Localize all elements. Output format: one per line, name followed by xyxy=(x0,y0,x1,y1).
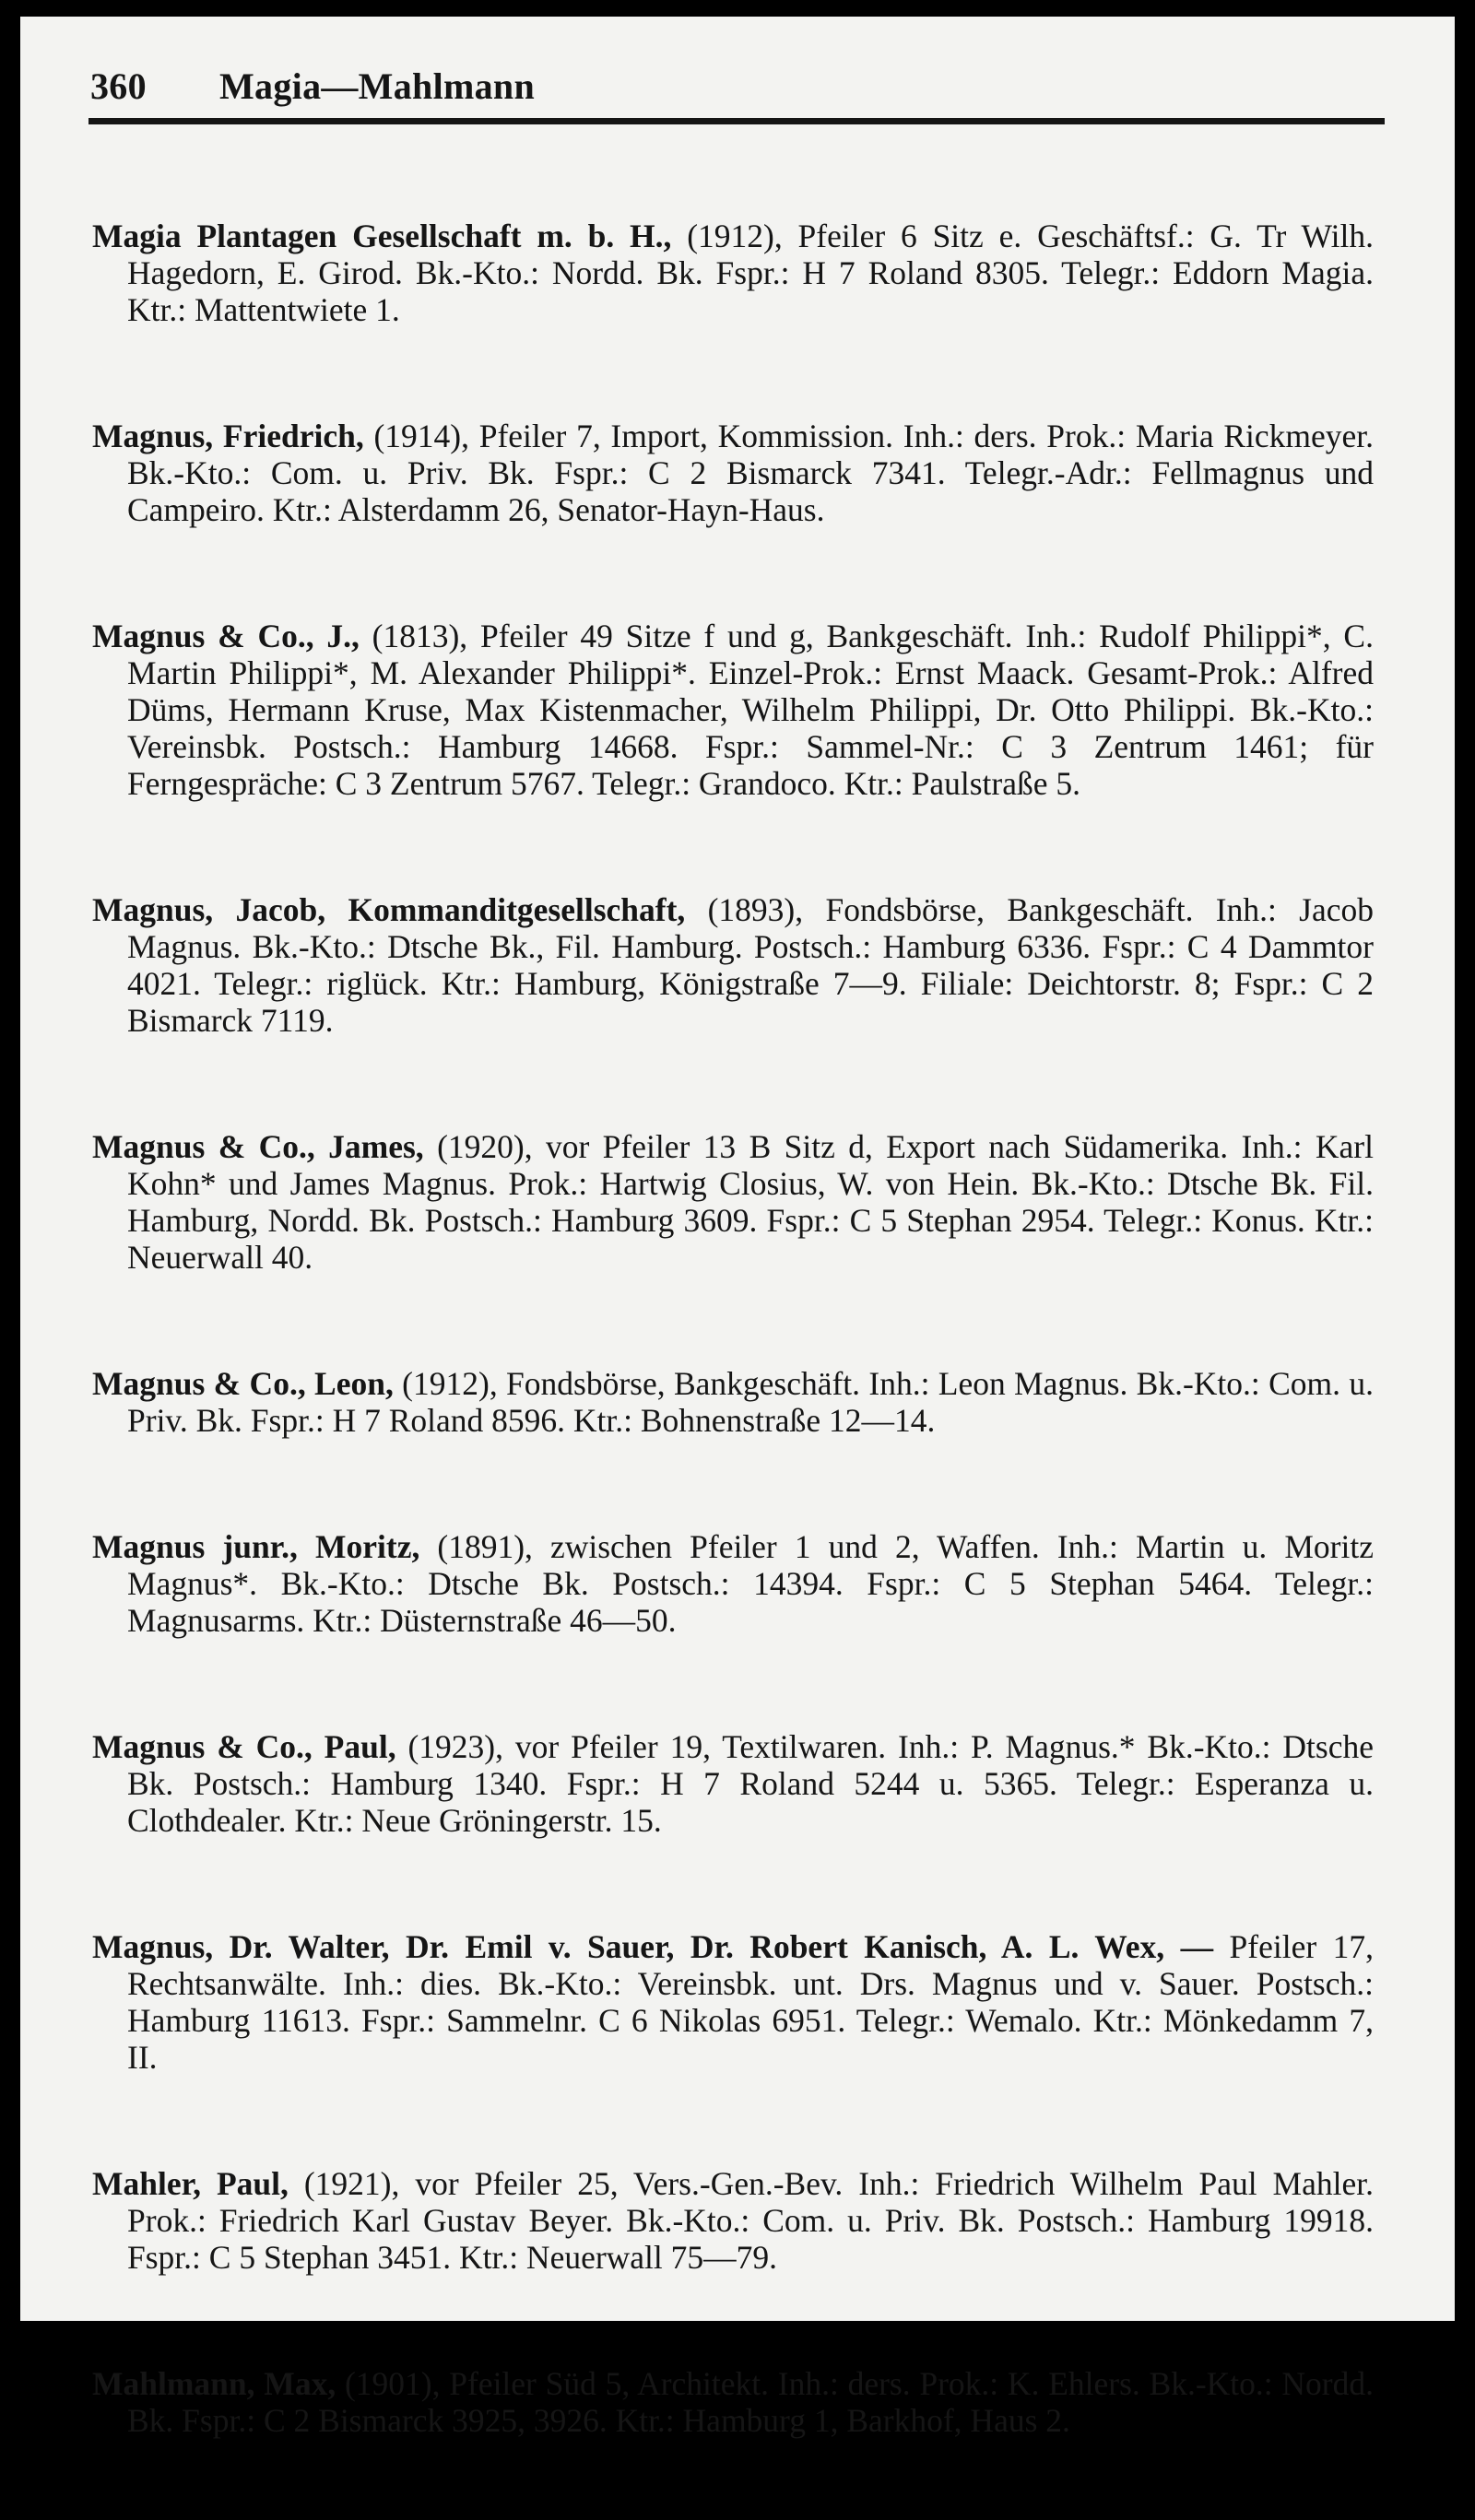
entry-details: (1914), Pfeiler 7, Import, Kommission. Inh.: ders. Prok.: Maria Rickmeyer. Bk.-Kto.: Com. u. Priv. Bk. Fspr.: C 2 Bismarck 7341. Telegr.-Adr.: Fellmagnus und Campeiro. Ktr.: Alsterdamm 26, Senator-Hayn-Haus. xyxy=(127,417,1374,528)
entry-list xyxy=(92,184,1374,2520)
entry-details: (1912), Pfeiler 6 Sitz e. Geschäftsf.: G. Tr Wilh. Hagedorn, E. Girod. Bk.-Kto.: Nordd. Bk. Fspr.: H 7 Roland 8305. Telegr.: Eddorn Magia. Ktr.: Mattentwiete 1. xyxy=(127,217,1374,328)
entry-name: Magnus & Co., J., xyxy=(92,617,360,654)
entry-name: Magnus & Co., Leon, xyxy=(92,1364,394,1402)
page-number: 360 xyxy=(90,65,147,107)
entry-details: (1912), Fondsbörse, Bankgeschäft. Inh.: Leon Magnus. Bk.-Kto.: Com. u. Priv. Bk. Fspr.: H 7 Roland 8596. Ktr.: Bohnenstraße 12—14. xyxy=(127,1364,1374,1439)
entry-name: Magnus, Dr. Walter, Dr. Emil v. Sauer, Dr. Robert Kanisch, A. L. Wex, — xyxy=(92,1927,1214,1965)
entry-name: Mahlmann, Max, xyxy=(92,2364,336,2402)
entry-details: (1813), Pfeiler 49 Sitze f und g, Bankgeschäft. Inh.: Rudolf Philippi*, C. Martin Philippi*, M. Alexander Philippi*. Einzel-Prok.: Ernst Maack. Gesamt-Prok.: Alfred Düms, Hermann Kruse, Max Kistenmacher, Wilhelm Philippi, Dr. Otto Philippi. Bk.-Kto.: Vereinsbk. Postsch.: Hamburg 14668. Fspr.: Sammel-Nr.: C 3 Zentrum 1461; für Ferngespräche: C 3 Zentrum 5767. Telegr.: Grandoco. Ktr.: Paulstraße 5. xyxy=(127,617,1374,802)
entry-details: (1923), vor Pfeiler 19, Textilwaren. Inh.: P. Magnus.* Bk.-Kto.: Dtsche Bk. Postsch.: Hamburg 1340. Fspr.: H 7 Roland 5244 u. 5365. Telegr.: Esperanza u. Clothdealer. Ktr.: Neue Gröningerstr. 15. xyxy=(127,1727,1374,1839)
entry-magnus-jacob xyxy=(92,891,1374,1039)
header-rule xyxy=(88,118,1385,124)
entry-details: (1891), zwischen Pfeiler 1 und 2, Waffen. Inh.: Martin u. Moritz Magnus*. Bk.-Kto.: Dtsche Bk. Postsch.: 14394. Fspr.: C 5 Stephan 5464. Telegr.: Magnusarms. Ktr.: Düsternstraße 46—50. xyxy=(127,1527,1374,1639)
entry-magia-plantagen xyxy=(92,218,1374,328)
entry-name: Magia Plantagen Gesellschaft m. b. H., xyxy=(92,217,672,254)
entry-details: (1893), Fondsbörse, Bankgeschäft. Inh.: Jacob Magnus. Bk.-Kto.: Dtsche Bk., Fil. Hamburg. Postsch.: Hamburg 6336. Fspr.: C 4 Dammtor 4021. Telegr.: riglück. Ktr.: Hamburg, Königstraße 7—9. Filiale: Deichtorstr. 8; Fspr.: C 2 Bismarck 7119. xyxy=(127,890,1374,1039)
page-header xyxy=(90,65,535,108)
entry-magnus-co-j xyxy=(92,618,1374,802)
entry-name: Magnus & Co., James, xyxy=(92,1127,424,1165)
entry-details: (1901), Pfeiler Süd 5, Architekt. Inh.: ders. Prok.: K. Ehlers. Bk.-Kto.: Nordd. Bk. Fspr.: C 2 Bismarck 3925, 3926. Ktr.: Hamburg 1, Barkhof, Haus 2. xyxy=(127,2364,1374,2439)
entry-name: Mahler, Paul, xyxy=(92,2164,289,2202)
entry-details: (1921), vor Pfeiler 25, Vers.-Gen.-Bev. Inh.: Friedrich Wilhelm Paul Mahler. Prok.: Friedrich Karl Gustav Beyer. Bk.-Kto.: Com. u. Priv. Bk. Postsch.: Hamburg 19918. Fspr.: C 5 Stephan 3451. Ktr.: Neuerwall 75—79. xyxy=(127,2164,1374,2276)
entry-mahler-paul xyxy=(92,2165,1374,2276)
entry-name: Magnus junr., Moritz, xyxy=(92,1527,420,1565)
entry-name: Magnus & Co., Paul, xyxy=(92,1727,396,1765)
entry-magnus-co-james xyxy=(92,1128,1374,1276)
entry-name: Magnus, Friedrich, xyxy=(92,417,364,454)
entry-magnus-co-leon xyxy=(92,1365,1374,1439)
entry-name: Magnus, Jacob, Kommanditgesellschaft, xyxy=(92,890,686,928)
running-title: Magia—Mahlmann xyxy=(219,65,535,107)
entry-magnus-friedrich xyxy=(92,418,1374,528)
entry-magnus-junr-moritz xyxy=(92,1528,1374,1639)
entry-magnus-walter xyxy=(92,1928,1374,2076)
entry-magnus-co-paul xyxy=(92,1728,1374,1839)
directory-page xyxy=(20,17,1455,2439)
entry-details: (1920), vor Pfeiler 13 B Sitz d, Export nach Südamerika. Inh.: Karl Kohn* und James Magnus. Prok.: Hartwig Closius, W. von Hein. Bk.-Kto.: Dtsche Bk. Fil. Hamburg, Nordd. Bk. Postsch.: Hamburg 3609. Fspr.: C 5 Stephan 2954. Telegr.: Konus. Ktr.: Neuerwall 40. xyxy=(127,1127,1374,1276)
entry-details: Pfeiler 17, Rechtsanwälte. Inh.: dies. Bk.-Kto.: Vereinsbk. unt. Drs. Magnus und v. Sauer. Postsch.: Hamburg 11613. Fspr.: Sammelnr. C 6 Nikolas 6951. Telegr.: Wemalo. Ktr.: Mönkedamm 7, II. xyxy=(127,1927,1374,2076)
entry-mahlmann-max xyxy=(92,2365,1374,2439)
